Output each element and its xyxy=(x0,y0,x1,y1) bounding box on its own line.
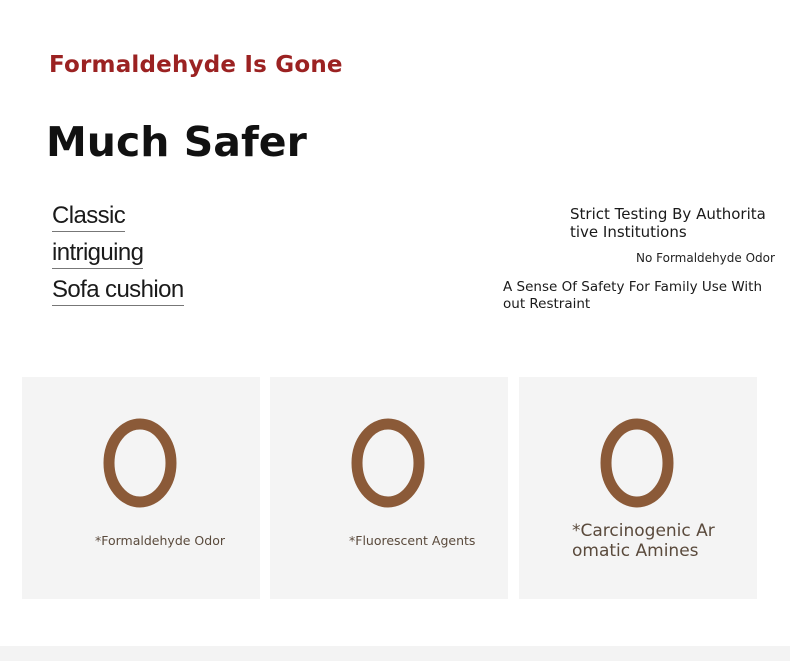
zero-card-fluorescent xyxy=(270,377,508,599)
zero-ring-icon xyxy=(351,418,425,508)
bottom-divider xyxy=(0,646,790,661)
claim-no-odor: No Formaldehyde Odor xyxy=(636,251,775,265)
product-feature-stack xyxy=(52,201,184,312)
zero-card-label: *Fluorescent Agents xyxy=(349,533,476,548)
feature-line-sofa-cushion-text: Sofa cushion xyxy=(52,275,184,306)
zero-card-label: *Carcinogenic Aromatic Amines xyxy=(572,521,715,561)
zero-ring-icon xyxy=(600,418,674,508)
claim-strict-testing: Strict Testing By Authoritative Institutions xyxy=(570,205,766,241)
zero-card-amines xyxy=(519,377,757,599)
main-headline: Much Safer xyxy=(46,118,307,166)
feature-line-intriguing-text: intriguing xyxy=(52,238,143,269)
claim-family-safety: A Sense Of Safety For Family Use Without Restraint xyxy=(503,279,763,312)
feature-line-classic-text: Classic xyxy=(52,201,125,232)
feature-line-sofa-cushion xyxy=(52,275,184,304)
zero-card-label: *Formaldehyde Odor xyxy=(95,533,225,548)
zero-ring-icon xyxy=(103,418,177,508)
zero-card-formaldehyde xyxy=(22,377,260,599)
subtitle-headline: Formaldehyde Is Gone xyxy=(49,52,343,78)
feature-line-classic xyxy=(52,201,184,230)
feature-line-intriguing xyxy=(52,238,184,267)
